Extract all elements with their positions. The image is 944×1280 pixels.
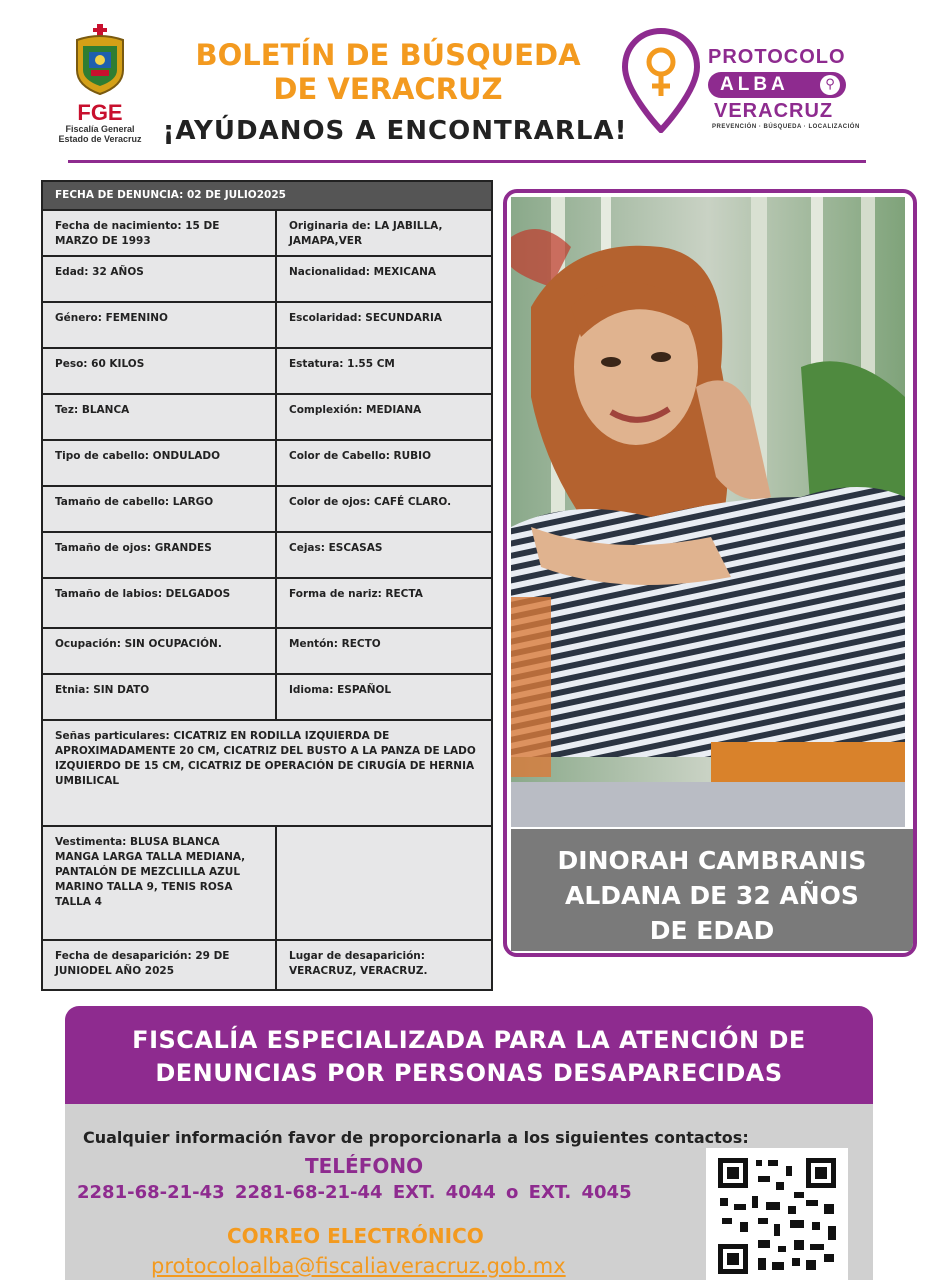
table-row [43, 301, 491, 347]
table-cell: Ocupación: SIN OCUPACIÓN. [43, 629, 277, 673]
alba-pill [708, 72, 846, 98]
table-cell: Fecha de nacimiento: 15 DE MARZO DE 1993 [43, 211, 277, 255]
senas-particulares: Señas particulares: CICATRIZ EN RODILLA IZQUIERDA DE APROXIMADAMENTE 20 CM, CICATRIZ DEL BUSTO A LA PANZA DE LADO IZQUIERDO DE 15 CM, CICATRIZ DE OPERACIÓN DE CIRUGÍA DE HERNIA UMBILICAL [55, 730, 476, 787]
person-data-table [41, 180, 493, 991]
table-cell: Originaria de: LA JABILLA, JAMAPA,VER [289, 220, 443, 247]
table-cell: Cejas: ESCASAS [289, 542, 383, 554]
alba-line3: VERACRUZ [714, 100, 834, 122]
table-cell: Nacionalidad: MEXICANA [289, 266, 437, 278]
table-row [43, 485, 491, 531]
table-row [43, 939, 491, 989]
protocolo-alba-logo [622, 28, 862, 138]
lugar-desaparicion: Lugar de desaparición: VERACRUZ, VERACRUZ. [289, 950, 428, 977]
female-location-pin-icon [622, 28, 700, 133]
table-cell: Edad: 32 AÑOS [43, 257, 277, 301]
fge-name-line2: Estado de Veracruz [58, 134, 142, 144]
table-cell: Peso: 60 KILOS [43, 349, 277, 393]
telefono-numbers: 2281-68-21-43 2281-68-21-44 EXT. 4044 o EXT. 4045 [77, 1182, 632, 1203]
alba-line1: PROTOCOLO [708, 46, 846, 68]
table-row [43, 393, 491, 439]
fge-logo [50, 24, 150, 144]
table-row [43, 347, 491, 393]
banner-line2: DENUNCIAS POR PERSONAS DESAPARECIDAS [155, 1059, 783, 1087]
bulletin-title-line1: BOLETÍN DE BÚSQUEDA [195, 38, 581, 72]
table-cell: Tamaño de ojos: GRANDES [43, 533, 277, 577]
table-cell: Mentón: RECTO [289, 638, 381, 650]
banner-line1: FISCALÍA ESPECIALIZADA PARA LA ATENCIÓN DE [132, 1026, 806, 1054]
fiscalia-banner [65, 1006, 873, 1104]
fecha-desaparicion: Fecha de desaparición: 29 DE JUNIODEL AÑO 2025 [43, 941, 277, 989]
table-cell: Etnia: SIN DATO [43, 675, 277, 719]
fge-acronym: FGE [77, 100, 123, 125]
fecha-denuncia: FECHA DE DENUNCIA: 02 DE JULIO2025 [55, 189, 286, 201]
person-name-box [511, 829, 913, 951]
table-row [43, 825, 491, 939]
correo-label: CORREO ELECTRÓNICO [227, 1224, 484, 1248]
telefono-label: TELÉFONO [305, 1154, 424, 1178]
bulletin-subtitle: ¡AYÚDANOS A ENCONTRARLA! [162, 116, 628, 146]
table-cell: Género: FEMENINO [43, 303, 277, 347]
table-cell-empty [277, 827, 491, 939]
table-row [43, 577, 491, 627]
bulletin-title [168, 38, 608, 106]
alba-tagline: PREVENCIÓN · BÚSQUEDA · LOCALIZACIÓN [712, 124, 860, 130]
table-cell: Forma de nariz: RECTA [289, 588, 423, 600]
table-cell: Escolaridad: SECUNDARIA [289, 312, 443, 324]
table-cell: Tamaño de cabello: LARGO [43, 487, 277, 531]
table-cell: Tez: BLANCA [43, 395, 277, 439]
table-row [43, 182, 491, 209]
coat-of-arms-icon [71, 24, 129, 96]
qr-code-icon[interactable] [706, 1148, 848, 1280]
person-name-line2: ALDANA DE 32 AÑOS [565, 881, 859, 910]
table-row [43, 627, 491, 673]
table-row [43, 719, 491, 825]
correo-link[interactable]: protocoloalba@fiscaliaveracruz.gob.mx [151, 1254, 566, 1278]
table-row [43, 209, 491, 255]
missing-person-photo [511, 197, 905, 827]
table-row [43, 531, 491, 577]
table-cell: Idioma: ESPAÑOL [289, 684, 392, 696]
table-row [43, 439, 491, 485]
table-cell: Complexión: MEDIANA [289, 404, 422, 416]
table-cell: Estatura: 1.55 CM [289, 358, 395, 370]
vestimenta: Vestimenta: BLUSA BLANCA MANGA LARGA TALLA MEDIANA, PANTALÓN DE MEZCLILLA AZUL MARINO TALLA 9, TENIS ROSA TALLA 4 [43, 827, 277, 939]
table-cell: Tipo de cabello: ONDULADO [43, 441, 277, 485]
person-name-line1: DINORAH CAMBRANIS [557, 846, 867, 875]
table-cell: Color de ojos: CAFÉ CLARO. [289, 496, 452, 508]
table-row [43, 255, 491, 301]
bulletin-title-line2: DE VERACRUZ [273, 72, 503, 106]
table-cell: Tamaño de labios: DELGADOS [43, 579, 277, 627]
header-divider [68, 160, 866, 163]
photo-frame [503, 189, 917, 957]
table-cell: Color de Cabello: RUBIO [289, 450, 432, 462]
table-row [43, 673, 491, 719]
person-name-line3: DE EDAD [649, 916, 775, 945]
fge-name-line1: Fiscalía General [65, 124, 135, 134]
magnifier-icon: ⚲ [820, 75, 840, 95]
contact-info-text: Cualquier información favor de proporcionarla a los siguientes contactos: [83, 1128, 749, 1147]
alba-line2: ALBA [720, 74, 789, 95]
